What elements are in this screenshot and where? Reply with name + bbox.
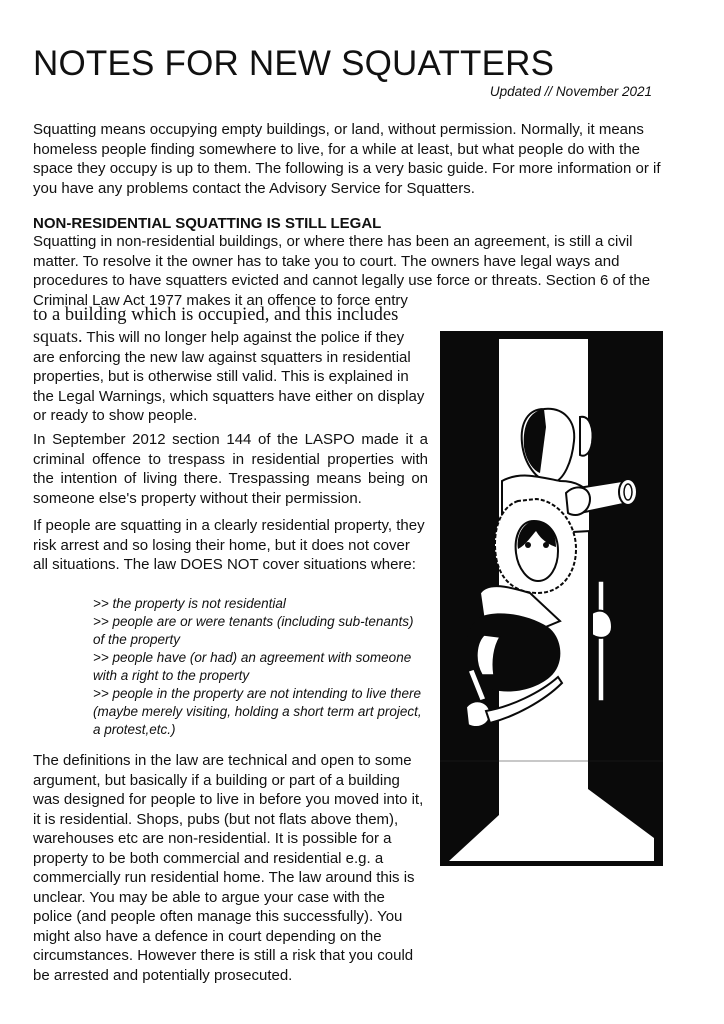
doorway-illustration: [440, 331, 663, 866]
list-item: >> people in the property are not intending to live there (maybe merely visiting, holding a short term art project, a protest,etc.): [93, 686, 422, 737]
intro-paragraph: Squatting means occupying empty buildings, or land, without permission. Normally, it means homeless people finding somewhere to live, for a while at least, but what people do with the space they occupy is up to them. The following is a very basic guide. For more information or if you have any problems contact the Advisory Service for Squatters.: [33, 121, 661, 197]
squats-word: squats.: [33, 326, 83, 346]
page-title: NOTES FOR NEW SQUATTERS: [33, 44, 555, 83]
list-item: >> people are or were tenants (including sub-tenants) of the property: [93, 614, 414, 647]
laspo-paragraph: In September 2012 section 144 of the LASPO made it a criminal offence to trespass in residential properties with the intention of living there. Trespassing means being on someone else's property without their permission.: [33, 431, 428, 507]
man-hand: [580, 417, 593, 456]
section-heading-non-residential: NON-RESIDENTIAL SQUATTING IS STILL LEGAL: [33, 215, 382, 232]
residential-risk-paragraph: If people are squatting in a clearly residential property, they risk arrest and so losing their home, but it does not cover all situations. The law DOES NOT cover situations where:: [33, 517, 425, 573]
non-residential-paragraph: Squatting in non-residential buildings, or where there has been an agreement, is still a civil matter. To resolve it the owner has to take you to court. The owners have legal ways and procedures to have squatters evicted and cannot legally use force or threats. Section 6 of the Criminal Law Act 1977 makes it an offence to force entry: [33, 233, 651, 309]
exceptions-list: [93, 595, 423, 739]
woman-eye-left: [525, 542, 531, 548]
list-item: >> people have (or had) an agreement with someone with a right to the property: [93, 650, 412, 683]
list-item: >> the property is not residential: [93, 596, 286, 611]
definitions-paragraph: The definitions in the law are technical and open to some argument, but basically if a building or part of a building was designed for people to live in before you moved into it, it is residential. Shops, pubs (but not flats above them), warehouses etc are non-residential. It is possible for a property to be both commercial and residential e.g. a commercially run residential home. The law around this is unclear. You may be able to argue your case with the police (and people often manage this successfully). You might also have a defence in court depending on the circumstances. However there is still a risk that you could be arrested and potentially prosecuted.: [33, 752, 424, 984]
woman-eye-right: [543, 542, 549, 548]
serif-text-line: to a building which is occupied, and this includes: [33, 305, 399, 325]
squats-paragraph: [33, 327, 428, 426]
updated-date: Updated // November 2021: [489, 84, 652, 99]
squats-continuation: This will no longer help against the police if they are enforcing the new law against squatters in residential properties, but is otherwise still valid. This is explained in the Legal Warnings, which squatters have either on display or ready to show people.: [33, 329, 425, 424]
